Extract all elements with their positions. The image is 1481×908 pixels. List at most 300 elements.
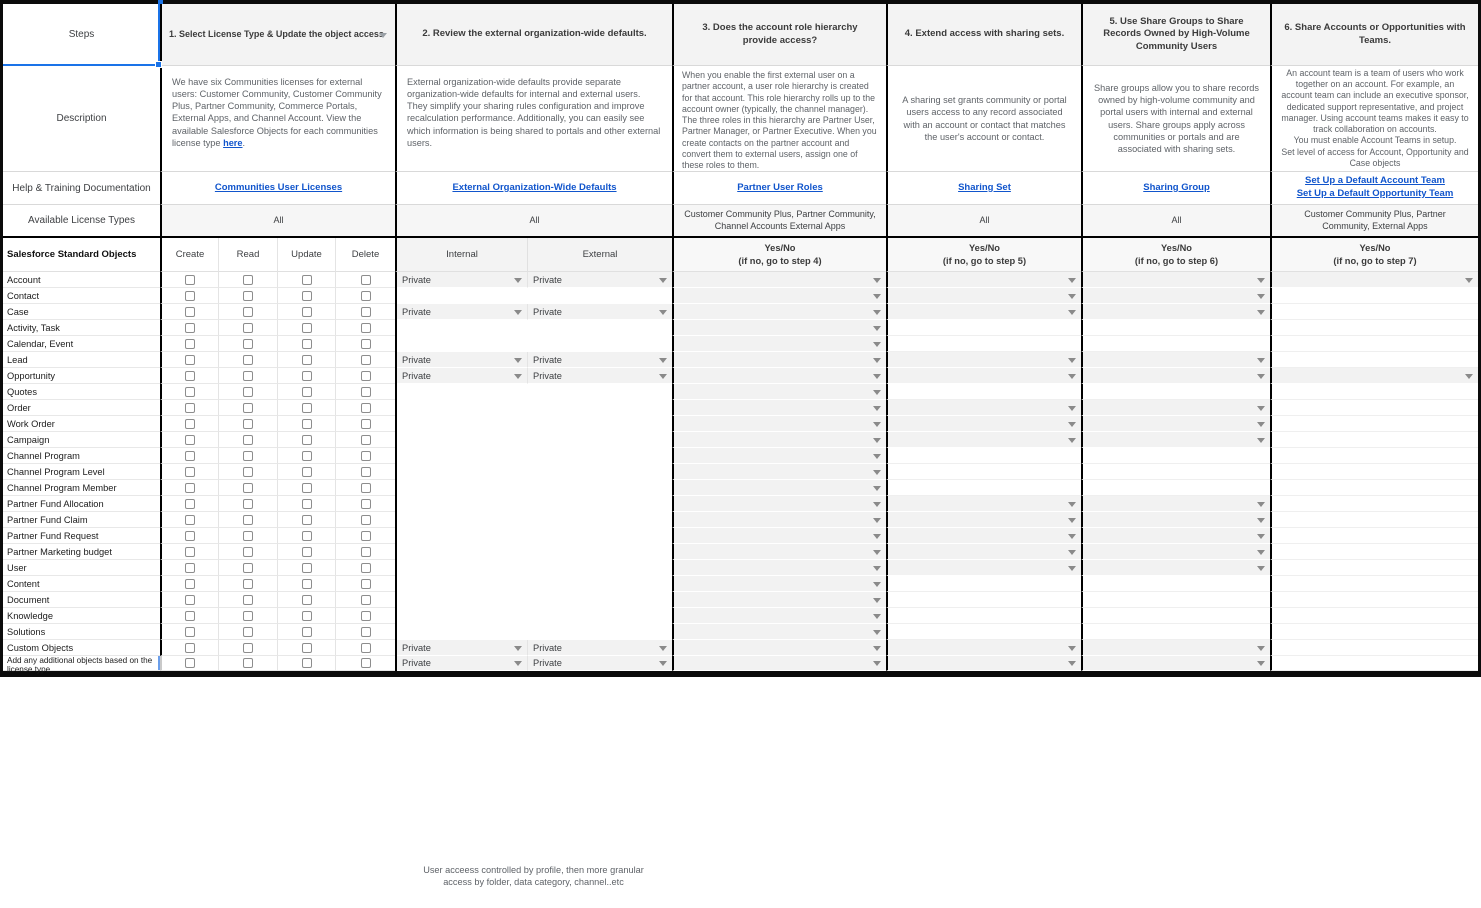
update-checkbox[interactable] xyxy=(302,451,312,461)
external-owd-dropdown[interactable] xyxy=(527,304,672,320)
yesno-bottom: (if no, go to step 6) xyxy=(1134,255,1219,266)
empty-cell xyxy=(886,448,1081,464)
default-opportunity-team-link[interactable]: Set Up a Default Opportunity Team xyxy=(1296,188,1454,199)
yesno-dropdown[interactable] xyxy=(1081,432,1270,448)
external-owd-value: Private xyxy=(533,370,562,381)
update-checkbox[interactable] xyxy=(302,499,312,509)
step-5-license-types: All xyxy=(1081,205,1270,238)
object-name: Work Order xyxy=(3,416,160,432)
read-checkbox[interactable] xyxy=(243,483,253,493)
table-row xyxy=(3,496,1478,512)
create-checkbox[interactable] xyxy=(185,531,195,541)
table-row xyxy=(3,640,1478,656)
update-checkbox[interactable] xyxy=(302,371,312,381)
delete-checkbox[interactable] xyxy=(361,499,371,509)
internal-owd-dropdown[interactable] xyxy=(397,352,527,368)
create-cell xyxy=(160,288,218,304)
create-checkbox[interactable] xyxy=(185,291,195,301)
yesno-dropdown[interactable] xyxy=(886,496,1081,512)
yesno-dropdown[interactable] xyxy=(886,512,1081,528)
chevron-down-icon xyxy=(514,646,522,651)
delete-cell xyxy=(335,496,395,512)
update-checkbox[interactable] xyxy=(302,467,312,477)
update-checkbox[interactable] xyxy=(302,515,312,525)
yesno-dropdown[interactable] xyxy=(1081,272,1270,288)
yesno-dropdown[interactable] xyxy=(1081,416,1270,432)
read-cell xyxy=(218,384,277,400)
internal-owd-dropdown[interactable] xyxy=(397,304,527,320)
chevron-down-icon xyxy=(1068,422,1076,427)
yesno-dropdown[interactable] xyxy=(672,560,886,576)
yesno-header-step7 xyxy=(1270,238,1478,272)
delete-checkbox[interactable] xyxy=(361,323,371,333)
yesno-dropdown[interactable] xyxy=(886,560,1081,576)
delete-checkbox[interactable] xyxy=(361,339,371,349)
yesno-dropdown[interactable] xyxy=(886,304,1081,320)
external-owd-value: Private xyxy=(533,354,562,365)
empty-cell xyxy=(1270,320,1478,336)
yesno-dropdown[interactable] xyxy=(672,608,886,624)
yesno-dropdown[interactable] xyxy=(672,528,886,544)
create-checkbox[interactable] xyxy=(185,419,195,429)
yesno-dropdown[interactable] xyxy=(1270,272,1478,288)
read-checkbox[interactable] xyxy=(243,547,253,557)
update-column-header: Update xyxy=(277,238,335,272)
yesno-dropdown[interactable] xyxy=(672,336,886,352)
read-checkbox[interactable] xyxy=(243,451,253,461)
yesno-dropdown[interactable] xyxy=(886,416,1081,432)
update-checkbox[interactable] xyxy=(302,531,312,541)
yesno-dropdown[interactable] xyxy=(1081,304,1270,320)
update-cell xyxy=(277,544,335,560)
external-column-header: External xyxy=(527,238,672,271)
update-checkbox[interactable] xyxy=(302,643,312,653)
empty-cell xyxy=(886,320,1081,336)
yesno-dropdown[interactable] xyxy=(886,288,1081,304)
create-checkbox[interactable] xyxy=(185,483,195,493)
chevron-down-icon xyxy=(1068,358,1076,363)
owd-cell xyxy=(395,592,672,608)
yesno-dropdown[interactable] xyxy=(672,416,886,432)
update-checkbox[interactable] xyxy=(302,435,312,445)
empty-cell xyxy=(1270,464,1478,480)
yesno-dropdown[interactable] xyxy=(886,656,1081,671)
read-checkbox[interactable] xyxy=(243,387,253,397)
create-checkbox[interactable] xyxy=(185,451,195,461)
yesno-dropdown[interactable] xyxy=(672,272,886,288)
create-checkbox[interactable] xyxy=(185,611,195,621)
yesno-dropdown[interactable] xyxy=(1081,640,1270,656)
chevron-down-icon xyxy=(873,661,881,666)
create-checkbox[interactable] xyxy=(185,323,195,333)
empty-cell xyxy=(1270,544,1478,560)
update-checkbox[interactable] xyxy=(302,275,312,285)
external-owd-value: Private xyxy=(533,274,562,285)
yesno-dropdown[interactable] xyxy=(672,384,886,400)
chevron-down-icon xyxy=(1257,406,1265,411)
yesno-dropdown[interactable] xyxy=(886,400,1081,416)
yesno-dropdown[interactable] xyxy=(1081,656,1270,671)
delete-checkbox[interactable] xyxy=(361,563,371,573)
yesno-dropdown[interactable] xyxy=(672,448,886,464)
yesno-dropdown[interactable] xyxy=(672,544,886,560)
yesno-bottom: (if no, go to step 5) xyxy=(942,255,1027,266)
read-checkbox[interactable] xyxy=(243,467,253,477)
internal-owd-value: Private xyxy=(402,306,431,317)
empty-cell xyxy=(1081,320,1270,336)
update-checkbox[interactable] xyxy=(302,579,312,589)
object-name: Document xyxy=(3,592,160,608)
step-4-description: A sharing set grants community or portal users access to any record associated with an account or contact that matches the user's account or contact. xyxy=(886,66,1081,172)
step-4-help-cell xyxy=(886,172,1081,205)
chevron-down-icon xyxy=(873,278,881,283)
read-checkbox[interactable] xyxy=(243,307,253,317)
delete-checkbox[interactable] xyxy=(361,307,371,317)
yesno-dropdown[interactable] xyxy=(672,592,886,608)
yesno-dropdown[interactable] xyxy=(886,432,1081,448)
yesno-dropdown[interactable] xyxy=(886,640,1081,656)
chevron-down-icon xyxy=(1068,278,1076,283)
delete-checkbox[interactable] xyxy=(361,435,371,445)
delete-checkbox[interactable] xyxy=(361,643,371,653)
read-cell xyxy=(218,272,277,288)
object-name: Order xyxy=(3,400,160,416)
internal-owd-value: Private xyxy=(402,274,431,285)
update-checkbox[interactable] xyxy=(302,307,312,317)
delete-checkbox[interactable] xyxy=(361,627,371,637)
create-cell xyxy=(160,480,218,496)
yesno-dropdown[interactable] xyxy=(1081,368,1270,384)
read-cell xyxy=(218,288,277,304)
yesno-dropdown[interactable] xyxy=(672,432,886,448)
chevron-down-icon xyxy=(873,486,881,491)
internal-owd-value: Private xyxy=(402,354,431,365)
chevron-down-icon xyxy=(514,661,522,666)
read-checkbox[interactable] xyxy=(243,355,253,365)
table-row xyxy=(3,624,1478,640)
external-owd-dropdown[interactable] xyxy=(527,272,672,288)
delete-checkbox[interactable] xyxy=(361,483,371,493)
create-checkbox[interactable] xyxy=(185,499,195,509)
table-row xyxy=(3,592,1478,608)
update-checkbox[interactable] xyxy=(302,627,312,637)
read-checkbox[interactable] xyxy=(243,563,253,573)
delete-checkbox[interactable] xyxy=(361,419,371,429)
update-cell xyxy=(277,352,335,368)
default-account-team-link[interactable]: Set Up a Default Account Team xyxy=(1305,175,1445,187)
chevron-down-icon xyxy=(514,358,522,363)
owd-cell xyxy=(395,608,672,624)
delete-checkbox[interactable] xyxy=(361,515,371,525)
selection-fill-handle[interactable] xyxy=(155,61,162,68)
delete-checkbox[interactable] xyxy=(361,371,371,381)
chevron-down-icon xyxy=(873,310,881,315)
create-checkbox[interactable] xyxy=(185,595,195,605)
step-5-description: Share groups allow you to share records owned by high-volume community and portal users with internal and external users. Share groups apply across communities or portals and are associated with sharing sets. xyxy=(1081,66,1270,172)
chevron-down-icon xyxy=(659,310,667,315)
internal-owd-dropdown[interactable] xyxy=(397,368,527,384)
delete-checkbox[interactable] xyxy=(361,387,371,397)
delete-checkbox[interactable] xyxy=(361,275,371,285)
yesno-dropdown[interactable] xyxy=(672,480,886,496)
create-checkbox[interactable] xyxy=(185,515,195,525)
external-owd-dropdown[interactable] xyxy=(527,656,672,671)
table-row xyxy=(3,448,1478,464)
create-cell xyxy=(160,576,218,592)
external-owd-dropdown[interactable] xyxy=(527,640,672,656)
empty-cell xyxy=(1270,448,1478,464)
read-checkbox[interactable] xyxy=(243,611,253,621)
update-cell xyxy=(277,656,335,671)
read-checkbox[interactable] xyxy=(243,515,253,525)
update-cell xyxy=(277,448,335,464)
delete-checkbox[interactable] xyxy=(361,451,371,461)
chevron-down-icon xyxy=(873,550,881,555)
internal-owd-dropdown[interactable] xyxy=(397,640,527,656)
update-checkbox[interactable] xyxy=(302,403,312,413)
object-name: Opportunity xyxy=(3,368,160,384)
owd-cell xyxy=(395,480,672,496)
empty-cell xyxy=(1081,448,1270,464)
create-checkbox[interactable] xyxy=(185,403,195,413)
internal-owd-value: Private xyxy=(402,370,431,381)
update-checkbox[interactable] xyxy=(302,419,312,429)
update-checkbox[interactable] xyxy=(302,355,312,365)
yesno-dropdown[interactable] xyxy=(672,496,886,512)
create-checkbox[interactable] xyxy=(185,355,195,365)
internal-owd-dropdown[interactable] xyxy=(397,272,527,288)
read-checkbox[interactable] xyxy=(243,403,253,413)
chevron-down-icon[interactable] xyxy=(379,33,387,38)
delete-column-header: Delete xyxy=(335,238,395,272)
external-owd-link[interactable]: External Organization-Wide Defaults xyxy=(452,181,617,193)
delete-checkbox[interactable] xyxy=(361,579,371,589)
partner-user-roles-link[interactable]: Partner User Roles xyxy=(737,181,823,193)
sharing-group-link[interactable]: Sharing Group xyxy=(1143,181,1210,193)
create-cell xyxy=(160,448,218,464)
yesno-dropdown[interactable] xyxy=(1081,352,1270,368)
owd-cell xyxy=(395,528,672,544)
create-checkbox[interactable] xyxy=(185,547,195,557)
yesno-dropdown[interactable] xyxy=(672,352,886,368)
create-cell xyxy=(160,608,218,624)
create-checkbox[interactable] xyxy=(185,467,195,477)
step-1-title: 1. Select License Type & Update the object access xyxy=(169,28,384,39)
yesno-dropdown[interactable] xyxy=(1081,544,1270,560)
delete-checkbox[interactable] xyxy=(361,403,371,413)
read-cell xyxy=(218,336,277,352)
update-checkbox[interactable] xyxy=(302,563,312,573)
empty-cell xyxy=(1270,560,1478,576)
read-checkbox[interactable] xyxy=(243,643,253,653)
chevron-down-icon xyxy=(659,278,667,283)
empty-cell xyxy=(1270,416,1478,432)
external-owd-value: Private xyxy=(533,642,562,653)
steps-row-header: Steps xyxy=(3,4,160,66)
create-checkbox[interactable] xyxy=(185,307,195,317)
step-6-license-types: Customer Community Plus, Partner Community, External Apps xyxy=(1270,205,1478,238)
delete-checkbox[interactable] xyxy=(361,595,371,605)
update-checkbox[interactable] xyxy=(302,387,312,397)
update-cell xyxy=(277,640,335,656)
owd-cell xyxy=(395,544,672,560)
yesno-top: Yes/No xyxy=(968,242,1000,253)
selection-border xyxy=(158,0,163,4)
delete-cell xyxy=(335,608,395,624)
object-name: User xyxy=(3,560,160,576)
read-checkbox[interactable] xyxy=(243,291,253,301)
owd-cell xyxy=(395,272,672,288)
delete-checkbox[interactable] xyxy=(361,291,371,301)
create-checkbox[interactable] xyxy=(185,627,195,637)
step-3-help-cell xyxy=(672,172,886,205)
read-checkbox[interactable] xyxy=(243,658,253,668)
yesno-dropdown[interactable] xyxy=(672,464,886,480)
create-cell xyxy=(160,416,218,432)
create-cell xyxy=(160,336,218,352)
chevron-down-icon xyxy=(514,374,522,379)
here-link[interactable]: here xyxy=(223,137,243,148)
yesno-dropdown[interactable] xyxy=(1270,368,1478,384)
create-checkbox[interactable] xyxy=(185,658,195,668)
sharing-set-link[interactable]: Sharing Set xyxy=(958,181,1011,193)
yesno-header-step6 xyxy=(1081,238,1270,272)
read-checkbox[interactable] xyxy=(243,371,253,381)
chevron-down-icon xyxy=(873,582,881,587)
yesno-dropdown[interactable] xyxy=(886,352,1081,368)
chevron-down-icon xyxy=(1068,438,1076,443)
delete-cell xyxy=(335,640,395,656)
yesno-dropdown[interactable] xyxy=(886,544,1081,560)
yesno-dropdown[interactable] xyxy=(886,368,1081,384)
yesno-dropdown[interactable] xyxy=(672,576,886,592)
owd-cell xyxy=(395,368,672,384)
update-checkbox[interactable] xyxy=(302,483,312,493)
yesno-dropdown[interactable] xyxy=(1081,528,1270,544)
chevron-down-icon xyxy=(873,598,881,603)
yesno-dropdown[interactable] xyxy=(1081,496,1270,512)
update-checkbox[interactable] xyxy=(302,658,312,668)
yesno-dropdown[interactable] xyxy=(672,656,886,671)
create-cell xyxy=(160,560,218,576)
delete-checkbox[interactable] xyxy=(361,467,371,477)
create-checkbox[interactable] xyxy=(185,579,195,589)
create-checkbox[interactable] xyxy=(185,339,195,349)
read-checkbox[interactable] xyxy=(243,339,253,349)
create-checkbox[interactable] xyxy=(185,387,195,397)
yesno-dropdown[interactable] xyxy=(672,400,886,416)
read-checkbox[interactable] xyxy=(243,595,253,605)
read-checkbox[interactable] xyxy=(243,323,253,333)
top-section xyxy=(3,4,1478,238)
read-checkbox[interactable] xyxy=(243,419,253,429)
yesno-dropdown[interactable] xyxy=(1081,512,1270,528)
empty-cell xyxy=(886,624,1081,640)
yesno-dropdown[interactable] xyxy=(672,320,886,336)
create-cell xyxy=(160,384,218,400)
create-cell xyxy=(160,528,218,544)
update-checkbox[interactable] xyxy=(302,595,312,605)
table-row xyxy=(3,416,1478,432)
empty-cell xyxy=(1270,528,1478,544)
yesno-dropdown[interactable] xyxy=(672,640,886,656)
help-row-header: Help & Training Documentation xyxy=(3,172,160,205)
read-checkbox[interactable] xyxy=(243,435,253,445)
delete-checkbox[interactable] xyxy=(361,355,371,365)
step-3-description-text: When you enable the first external user on a partner account, a user role hierarchy is created for that account. This role hierarchy rolls up to the account owner (typically, the channel manager). The three roles in this hierarchy are Partner User, Partner Manager, or Partner Executive. When you create contacts on the partner account and convert them to external users, assign one of these roles to them. xyxy=(682,70,877,170)
update-checkbox[interactable] xyxy=(302,291,312,301)
update-checkbox[interactable] xyxy=(302,547,312,557)
read-checkbox[interactable] xyxy=(243,531,253,541)
communities-user-licenses-link[interactable]: Communities User Licenses xyxy=(214,181,343,193)
update-cell xyxy=(277,560,335,576)
external-owd-dropdown[interactable] xyxy=(527,352,672,368)
update-checkbox[interactable] xyxy=(302,339,312,349)
yesno-dropdown[interactable] xyxy=(1081,288,1270,304)
delete-cell xyxy=(335,448,395,464)
yesno-dropdown[interactable] xyxy=(672,368,886,384)
delete-checkbox[interactable] xyxy=(361,531,371,541)
external-owd-dropdown[interactable] xyxy=(527,368,672,384)
yesno-dropdown[interactable] xyxy=(1081,400,1270,416)
owd-cell xyxy=(395,416,672,432)
read-checkbox[interactable] xyxy=(243,499,253,509)
internal-owd-dropdown[interactable] xyxy=(397,656,527,671)
internal-owd-value: Private xyxy=(402,642,431,653)
empty-cell xyxy=(1270,304,1478,320)
yesno-dropdown[interactable] xyxy=(672,624,886,640)
read-checkbox[interactable] xyxy=(243,627,253,637)
update-cell xyxy=(277,288,335,304)
read-cell xyxy=(218,352,277,368)
step-1-description-period: . xyxy=(242,137,246,148)
step-1-description xyxy=(160,66,395,172)
delete-checkbox[interactable] xyxy=(361,658,371,668)
yesno-dropdown[interactable] xyxy=(1081,560,1270,576)
chevron-down-icon xyxy=(873,390,881,395)
owd-cell xyxy=(395,336,672,352)
update-checkbox[interactable] xyxy=(302,611,312,621)
yesno-dropdown[interactable] xyxy=(672,288,886,304)
delete-checkbox[interactable] xyxy=(361,547,371,557)
create-checkbox[interactable] xyxy=(185,371,195,381)
read-checkbox[interactable] xyxy=(243,579,253,589)
object-name: Calendar, Event xyxy=(3,336,160,352)
create-checkbox[interactable] xyxy=(185,643,195,653)
yesno-dropdown[interactable] xyxy=(672,304,886,320)
object-name: Partner Marketing budget xyxy=(3,544,160,560)
empty-cell xyxy=(1270,592,1478,608)
read-cell xyxy=(218,320,277,336)
create-checkbox[interactable] xyxy=(185,435,195,445)
create-cell xyxy=(160,640,218,656)
create-checkbox[interactable] xyxy=(185,563,195,573)
empty-cell xyxy=(886,336,1081,352)
owd-cell xyxy=(395,432,672,448)
table-row xyxy=(3,512,1478,528)
yesno-dropdown[interactable] xyxy=(886,528,1081,544)
table-row xyxy=(3,480,1478,496)
step-1-header[interactable] xyxy=(160,4,395,66)
yesno-bottom: (if no, go to step 7) xyxy=(1333,255,1417,266)
yesno-dropdown[interactable] xyxy=(672,512,886,528)
create-checkbox[interactable] xyxy=(185,275,195,285)
read-checkbox[interactable] xyxy=(243,275,253,285)
yesno-dropdown[interactable] xyxy=(886,272,1081,288)
delete-checkbox[interactable] xyxy=(361,611,371,621)
update-cell xyxy=(277,576,335,592)
update-checkbox[interactable] xyxy=(302,323,312,333)
